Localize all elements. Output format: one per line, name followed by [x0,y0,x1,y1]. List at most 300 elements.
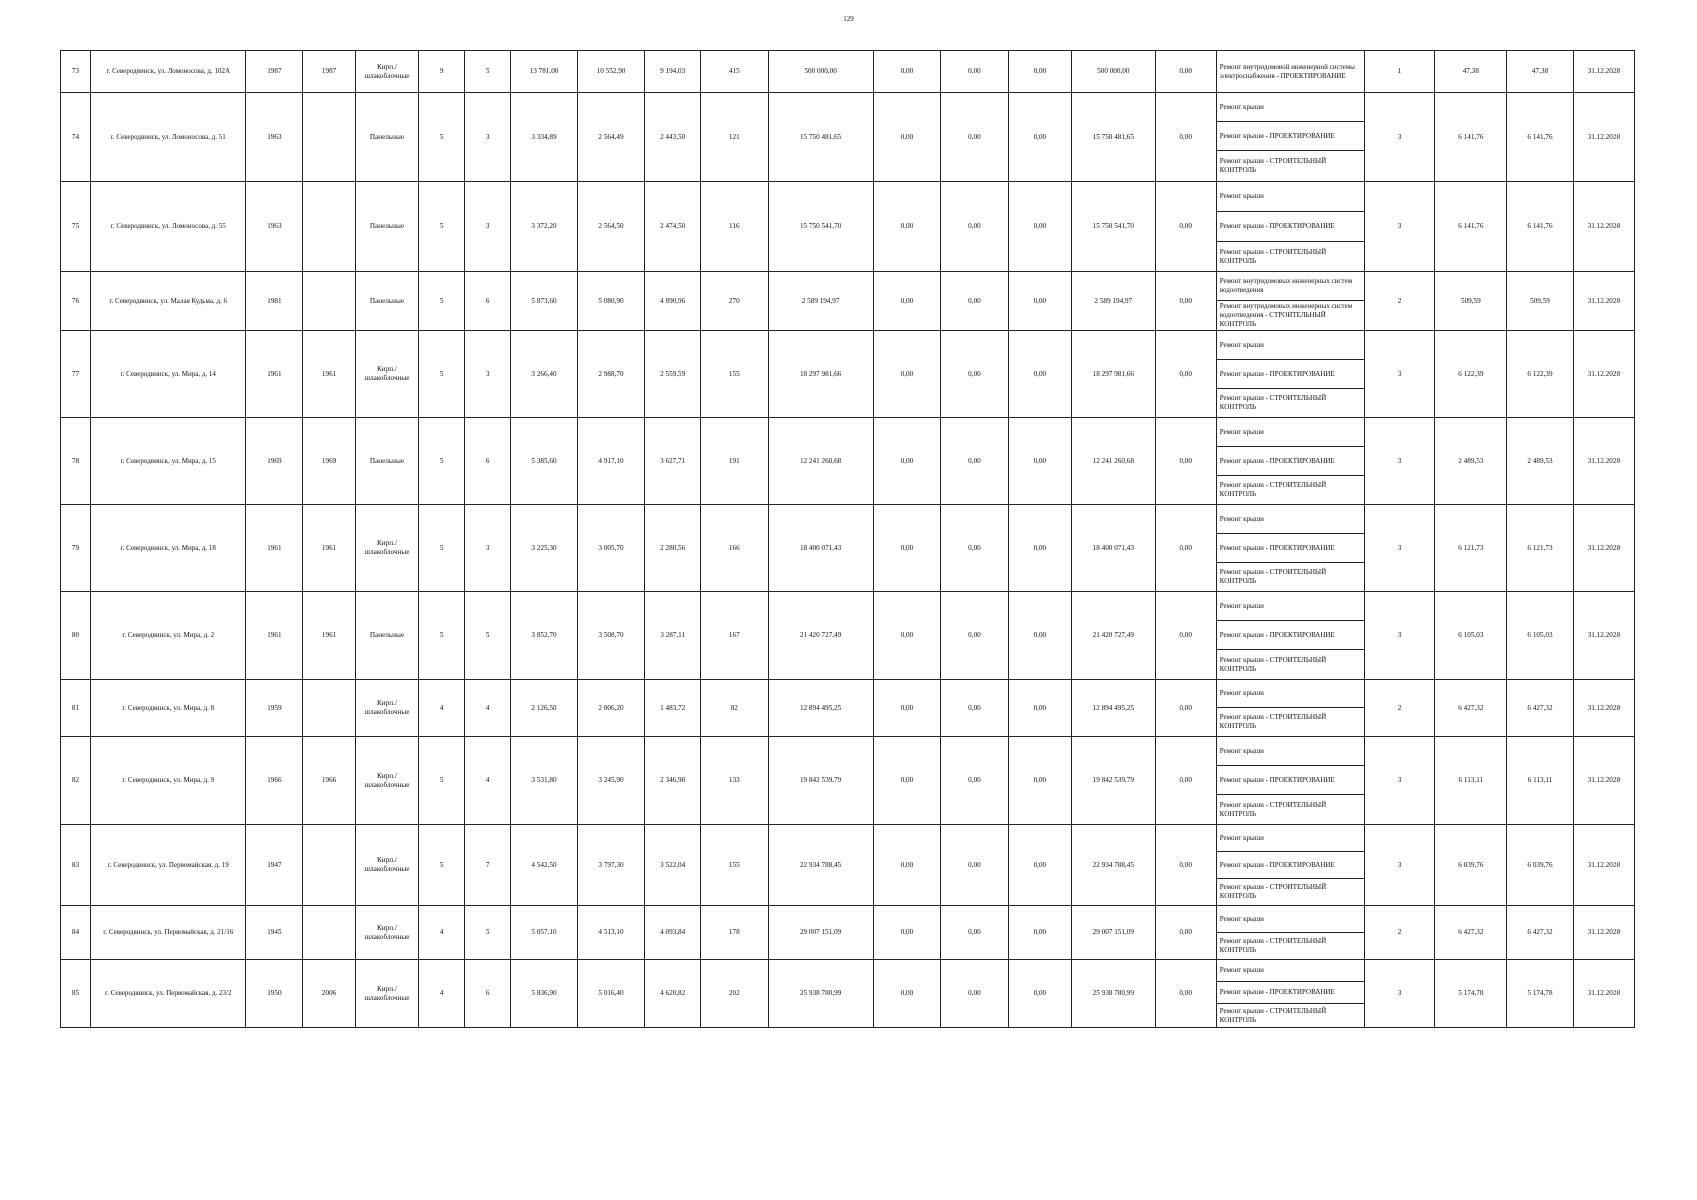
cell-cost-owners: 12 894 495,25 [1071,680,1155,737]
cell-fund-b: 0,00 [941,182,1009,272]
cell-row-number: 74 [61,93,91,182]
cell-work-type: Ремонт крыши - СТРОИТЕЛЬНЫЙ КОНТРОЛЬ [1216,650,1364,680]
cell-year-built: 1961 [246,331,303,418]
cell-other-funds: 0,00 [1155,906,1216,960]
cell-row-number: 73 [61,51,91,93]
cell-area-total: 3 266,40 [511,331,577,418]
cell-fund-b: 0,00 [941,418,1009,505]
cell-address: г. Северодвинск, ул. Мира, д. 14 [91,331,246,418]
cell-work-type: Ремонт крыши - СТРОИТЕЛЬНЫЙ КОНТРОЛЬ [1216,563,1364,592]
cell-work-type: Ремонт крыши [1216,182,1364,212]
cell-year-built: 1966 [246,737,303,825]
cell-floors-count: 4 [419,906,465,960]
cell-area-total: 3 372,20 [511,182,577,272]
cell-fund-a: 0,00 [873,737,941,825]
cell-wall-material: Панельные [355,182,418,272]
cell-cost-owners: 22 934 788,45 [1071,825,1155,906]
table-row [61,906,1635,933]
cell-work-type: Ремонт крыши - СТРОИТЕЛЬНЫЙ КОНТРОЛЬ [1216,879,1364,906]
cell-cost-total: 25 938 780,99 [768,960,873,1028]
cell-year-overhaul [303,906,356,960]
cell-other-funds: 0,00 [1155,592,1216,680]
cell-unit-cost-max: 6 427,32 [1507,906,1573,960]
cell-unit-cost: 6 122,39 [1435,331,1507,418]
cell-deadline: 31.12.2028 [1573,737,1634,825]
cell-entrances-count: 3 [465,331,511,418]
cell-entrances-count: 6 [465,272,511,331]
cell-year-overhaul: 1966 [303,737,356,825]
cell-deadline: 31.12.2028 [1573,960,1634,1028]
cell-deadline: 31.12.2028 [1573,825,1634,906]
cell-fund-c: 0,00 [1008,93,1071,182]
cell-fund-c: 0,00 [1008,825,1071,906]
cell-row-number: 83 [61,825,91,906]
cell-area-premises: 10 552,90 [577,51,645,93]
cell-unit-cost: 6 121,73 [1435,505,1507,592]
cell-area-premises: 5 080,90 [577,272,645,331]
cell-fund-a: 0,00 [873,505,941,592]
cell-other-funds: 0,00 [1155,93,1216,182]
cell-fund-c: 0,00 [1008,272,1071,331]
cell-address: г. Северодвинск, ул. Мира, д. 18 [91,505,246,592]
cell-area-residential: 4 620,82 [645,960,701,1028]
cell-year-built: 1947 [246,825,303,906]
cell-unit-cost-max: 5 174,78 [1507,960,1573,1028]
cell-cost-owners: 2 589 194,97 [1071,272,1155,331]
cell-cost-total: 15 750 481,65 [768,93,873,182]
cell-unit-cost-max: 6 113,11 [1507,737,1573,825]
cell-cost-total: 2 589 194,97 [768,272,873,331]
cell-cost-owners: 21 420 727,49 [1071,592,1155,680]
cell-year-overhaul [303,272,356,331]
cell-residents-count: 191 [701,418,769,505]
cell-deadline: 31.12.2028 [1573,272,1634,331]
cell-year-overhaul: 1987 [303,51,356,93]
cell-area-total: 5 385,60 [511,418,577,505]
cell-work-type: Ремонт крыши - ПРОЕКТИРОВАНИЕ [1216,447,1364,476]
cell-floors-count: 5 [419,331,465,418]
cell-work-type: Ремонт внутридомовой инженерной системы электроснабжения - ПРОЕКТИРОВАНИЕ [1216,51,1364,93]
cell-wall-material: Кирп./ шлакоблочные [355,680,418,737]
cell-work-type: Ремонт крыши - СТРОИТЕЛЬНЫЙ КОНТРОЛЬ [1216,242,1364,272]
cell-area-premises: 3 508,70 [577,592,645,680]
cell-year-overhaul: 2006 [303,960,356,1028]
cell-area-total: 4 542,50 [511,825,577,906]
cell-fund-a: 0,00 [873,182,941,272]
cell-unit-cost: 6 141,76 [1435,182,1507,272]
table-row [61,51,1635,93]
cell-cost-total: 29 007 151,09 [768,906,873,960]
cell-fund-b: 0,00 [941,825,1009,906]
cell-cost-total: 12 894 495,25 [768,680,873,737]
cell-entrances-count: 4 [465,680,511,737]
cell-work-type: Ремонт крыши - ПРОЕКТИРОВАНИЕ [1216,766,1364,795]
cell-year-overhaul [303,825,356,906]
table-body [61,51,1635,1028]
cell-floors-count: 5 [419,505,465,592]
cell-work-type: Ремонт крыши [1216,825,1364,852]
page-number: 129 [843,15,854,23]
cell-cost-total: 18 297 981,66 [768,331,873,418]
cell-address: г. Северодвинск, ул. Первомайская, д. 23/2 [91,960,246,1028]
cell-entrances-count: 6 [465,418,511,505]
cell-work-type: Ремонт крыши - ПРОЕКТИРОВАНИЕ [1216,621,1364,650]
cell-residents-count: 121 [701,93,769,182]
table-row [61,182,1635,212]
cell-year-overhaul: 1969 [303,418,356,505]
cell-residents-count: 202 [701,960,769,1028]
cell-unit-cost: 6 039,76 [1435,825,1507,906]
cell-deadline: 31.12.2028 [1573,331,1634,418]
cell-works-count: 2 [1364,272,1435,331]
cell-area-total: 13 781,00 [511,51,577,93]
cell-year-built: 1945 [246,906,303,960]
cell-area-residential: 2 559,59 [645,331,701,418]
cell-fund-a: 0,00 [873,592,941,680]
cell-cost-owners: 18 297 981,66 [1071,331,1155,418]
cell-deadline: 31.12.2028 [1573,505,1634,592]
table-row [61,331,1635,360]
cell-deadline: 31.12.2028 [1573,51,1634,93]
cell-work-type: Ремонт крыши - СТРОИТЕЛЬНЫЙ КОНТРОЛЬ [1216,151,1364,182]
cell-works-count: 1 [1364,51,1435,93]
cell-fund-a: 0,00 [873,680,941,737]
cell-wall-material: Панельные [355,592,418,680]
cell-wall-material: Панельные [355,93,418,182]
cell-fund-a: 0,00 [873,93,941,182]
cell-area-residential: 9 194,03 [645,51,701,93]
cell-residents-count: 415 [701,51,769,93]
cell-fund-c: 0,00 [1008,960,1071,1028]
table-row [61,825,1635,852]
cell-row-number: 81 [61,680,91,737]
table-row [61,418,1635,447]
cell-unit-cost: 47,38 [1435,51,1507,93]
cell-unit-cost-max: 2 489,53 [1507,418,1573,505]
cell-other-funds: 0,00 [1155,960,1216,1028]
cell-wall-material: Кирп./ шлакоблочные [355,505,418,592]
cell-unit-cost-max: 47,38 [1507,51,1573,93]
cell-fund-c: 0,00 [1008,737,1071,825]
cell-work-type: Ремонт внутридомовых инженерных систем водоотведения [1216,272,1364,301]
cell-other-funds: 0,00 [1155,505,1216,592]
cell-other-funds: 0,00 [1155,737,1216,825]
cell-wall-material: Панельные [355,418,418,505]
cell-entrances-count: 6 [465,960,511,1028]
cell-deadline: 31.12.2028 [1573,93,1634,182]
cell-year-overhaul [303,680,356,737]
cell-area-total: 2 126,50 [511,680,577,737]
cell-fund-b: 0,00 [941,505,1009,592]
cell-cost-owners: 12 241 260,68 [1071,418,1155,505]
cell-work-type: Ремонт крыши - СТРОИТЕЛЬНЫЙ КОНТРОЛЬ [1216,795,1364,825]
cell-works-count: 3 [1364,592,1435,680]
cell-fund-a: 0,00 [873,51,941,93]
cell-works-count: 3 [1364,182,1435,272]
cell-fund-c: 0,00 [1008,906,1071,960]
cell-floors-count: 4 [419,960,465,1028]
cell-unit-cost-max: 6 141,76 [1507,93,1573,182]
cell-address: г. Северодвинск, ул. Ломоносова, д. 55 [91,182,246,272]
table-row [61,93,1635,122]
cell-fund-a: 0,00 [873,906,941,960]
cell-year-built: 1963 [246,93,303,182]
cell-unit-cost: 6 113,11 [1435,737,1507,825]
cell-work-type: Ремонт крыши - СТРОИТЕЛЬНЫЙ КОНТРОЛЬ [1216,1004,1364,1028]
cell-works-count: 3 [1364,505,1435,592]
cell-area-total: 5 057,10 [511,906,577,960]
cell-cost-total: 12 241 260,68 [768,418,873,505]
cell-fund-b: 0,00 [941,592,1009,680]
cell-area-total: 5 836,90 [511,960,577,1028]
cell-row-number: 84 [61,906,91,960]
cell-residents-count: 167 [701,592,769,680]
cell-row-number: 82 [61,737,91,825]
cell-deadline: 31.12.2028 [1573,418,1634,505]
cell-row-number: 79 [61,505,91,592]
cell-year-built: 1981 [246,272,303,331]
cell-year-built: 1950 [246,960,303,1028]
cell-works-count: 3 [1364,93,1435,182]
cell-area-residential: 2 474,50 [645,182,701,272]
cell-area-premises: 3 797,30 [577,825,645,906]
cell-year-overhaul [303,93,356,182]
cell-row-number: 85 [61,960,91,1028]
cell-floors-count: 5 [419,93,465,182]
cell-floors-count: 5 [419,592,465,680]
cell-wall-material: Кирп./ шлакоблочные [355,51,418,93]
cell-fund-c: 0,00 [1008,505,1071,592]
cell-work-type: Ремонт крыши - ПРОЕКТИРОВАНИЕ [1216,852,1364,879]
cell-fund-a: 0,00 [873,825,941,906]
cell-area-residential: 2 280,56 [645,505,701,592]
cell-unit-cost: 6 427,32 [1435,680,1507,737]
cell-year-overhaul: 1961 [303,592,356,680]
cell-fund-a: 0,00 [873,331,941,418]
cell-works-count: 3 [1364,960,1435,1028]
cell-other-funds: 0,00 [1155,418,1216,505]
cell-floors-count: 4 [419,680,465,737]
cell-work-type: Ремонт крыши - СТРОИТЕЛЬНЫЙ КОНТРОЛЬ [1216,933,1364,960]
cell-fund-b: 0,00 [941,960,1009,1028]
cell-work-type: Ремонт крыши [1216,331,1364,360]
cell-entrances-count: 4 [465,737,511,825]
cell-area-premises: 4 513,10 [577,906,645,960]
cell-deadline: 31.12.2028 [1573,182,1634,272]
cell-entrances-count: 5 [465,906,511,960]
cell-cost-owners: 18 400 071,43 [1071,505,1155,592]
table-row [61,505,1635,534]
cell-residents-count: 155 [701,331,769,418]
cell-fund-b: 0,00 [941,680,1009,737]
cell-cost-total: 22 934 788,45 [768,825,873,906]
table-row [61,680,1635,708]
cell-deadline: 31.12.2028 [1573,906,1634,960]
cell-row-number: 77 [61,331,91,418]
cell-other-funds: 0,00 [1155,51,1216,93]
cell-fund-b: 0,00 [941,93,1009,182]
cell-unit-cost: 509,59 [1435,272,1507,331]
cell-area-premises: 2 564,49 [577,93,645,182]
cell-residents-count: 178 [701,906,769,960]
cell-row-number: 76 [61,272,91,331]
cell-residents-count: 166 [701,505,769,592]
cell-entrances-count: 5 [465,51,511,93]
cell-year-built: 1963 [246,182,303,272]
cell-works-count: 3 [1364,418,1435,505]
cell-floors-count: 5 [419,182,465,272]
cell-unit-cost: 2 489,53 [1435,418,1507,505]
cell-other-funds: 0,00 [1155,331,1216,418]
cell-floors-count: 9 [419,51,465,93]
cell-fund-b: 0,00 [941,272,1009,331]
cell-unit-cost-max: 509,59 [1507,272,1573,331]
cell-year-overhaul: 1961 [303,505,356,592]
cell-entrances-count: 3 [465,93,511,182]
cell-fund-c: 0,00 [1008,680,1071,737]
cell-work-type: Ремонт крыши - ПРОЕКТИРОВАНИЕ [1216,982,1364,1004]
cell-area-residential: 3 287,11 [645,592,701,680]
cell-year-built: 1961 [246,505,303,592]
cell-work-type: Ремонт крыши [1216,418,1364,447]
cell-address: г. Северодвинск, ул. Мира, д. 15 [91,418,246,505]
cell-other-funds: 0,00 [1155,825,1216,906]
cell-work-type: Ремонт крыши [1216,592,1364,621]
cell-area-total: 5 873,60 [511,272,577,331]
cell-area-total: 3 334,89 [511,93,577,182]
cell-address: г. Северодвинск, ул. Ломоносова, д. 51 [91,93,246,182]
cell-unit-cost-max: 6 105,03 [1507,592,1573,680]
cell-year-built: 1987 [246,51,303,93]
cell-wall-material: Кирп./ шлакоблочные [355,960,418,1028]
table-row [61,592,1635,621]
cell-area-total: 3 225,30 [511,505,577,592]
cell-fund-b: 0,00 [941,331,1009,418]
cell-work-type: Ремонт крыши [1216,737,1364,766]
cell-fund-c: 0,00 [1008,331,1071,418]
cell-area-residential: 2 443,50 [645,93,701,182]
cell-area-total: 3 852,70 [511,592,577,680]
cell-cost-owners: 19 842 539,79 [1071,737,1155,825]
cell-entrances-count: 3 [465,182,511,272]
cell-fund-c: 0,00 [1008,51,1071,93]
cell-area-premises: 2 564,50 [577,182,645,272]
cell-address: г. Северодвинск, ул. Мира, д. 2 [91,592,246,680]
cell-floors-count: 5 [419,737,465,825]
cell-unit-cost: 5 174,78 [1435,960,1507,1028]
cell-fund-c: 0,00 [1008,418,1071,505]
cell-area-total: 3 531,80 [511,737,577,825]
cell-residents-count: 133 [701,737,769,825]
cell-cost-total: 15 750 541,70 [768,182,873,272]
cell-residents-count: 270 [701,272,769,331]
cell-unit-cost-max: 6 122,39 [1507,331,1573,418]
cell-fund-c: 0,00 [1008,182,1071,272]
cell-work-type: Ремонт крыши - СТРОИТЕЛЬНЫЙ КОНТРОЛЬ [1216,389,1364,418]
cell-wall-material: Кирп./ шлакоблочные [355,906,418,960]
cell-work-type: Ремонт крыши [1216,505,1364,534]
cell-unit-cost-max: 6 427,32 [1507,680,1573,737]
table-row [61,272,1635,301]
cell-unit-cost-max: 6 141,76 [1507,182,1573,272]
cell-fund-b: 0,00 [941,737,1009,825]
cell-wall-material: Панельные [355,272,418,331]
cell-area-residential: 3 627,71 [645,418,701,505]
cell-wall-material: Кирп./ шлакоблочные [355,737,418,825]
cell-year-built: 1969 [246,418,303,505]
cell-unit-cost-max: 6 039,76 [1507,825,1573,906]
cell-address: г. Северодвинск, ул. Мира, д. 9 [91,737,246,825]
table-row [61,960,1635,982]
cell-entrances-count: 3 [465,505,511,592]
cell-row-number: 80 [61,592,91,680]
cell-works-count: 3 [1364,737,1435,825]
cell-wall-material: Кирп./ шлакоблочные [355,331,418,418]
cell-cost-total: 18 400 071,43 [768,505,873,592]
cell-year-overhaul [303,182,356,272]
cell-area-premises: 3 245,90 [577,737,645,825]
cell-cost-total: 500 000,00 [768,51,873,93]
cell-floors-count: 5 [419,272,465,331]
cell-fund-c: 0,00 [1008,592,1071,680]
cell-fund-a: 0,00 [873,960,941,1028]
cell-floors-count: 5 [419,418,465,505]
cell-work-type: Ремонт крыши - ПРОЕКТИРОВАНИЕ [1216,534,1364,563]
cell-work-type: Ремонт крыши - СТРОИТЕЛЬНЫЙ КОНТРОЛЬ [1216,708,1364,737]
cell-cost-total: 19 842 539,79 [768,737,873,825]
cell-floors-count: 5 [419,825,465,906]
cell-work-type: Ремонт крыши [1216,680,1364,708]
cell-residents-count: 155 [701,825,769,906]
cell-work-type: Ремонт крыши - ПРОЕКТИРОВАНИЕ [1216,360,1364,389]
cell-work-type: Ремонт крыши [1216,93,1364,122]
cell-unit-cost: 6 141,76 [1435,93,1507,182]
cell-works-count: 3 [1364,825,1435,906]
cell-address: г. Северодвинск, ул. Первомайская, д. 21/16 [91,906,246,960]
cell-row-number: 78 [61,418,91,505]
cell-entrances-count: 5 [465,592,511,680]
cell-works-count: 2 [1364,680,1435,737]
cell-residents-count: 116 [701,182,769,272]
cell-work-type: Ремонт крыши - ПРОЕКТИРОВАНИЕ [1216,122,1364,151]
cell-entrances-count: 7 [465,825,511,906]
cell-row-number: 75 [61,182,91,272]
cell-year-built: 1961 [246,592,303,680]
cell-area-premises: 3 005,70 [577,505,645,592]
cell-area-premises: 4 917,10 [577,418,645,505]
cell-unit-cost: 6 427,32 [1435,906,1507,960]
cell-residents-count: 82 [701,680,769,737]
cell-cost-owners: 15 750 481,65 [1071,93,1155,182]
cell-area-premises: 2 006,20 [577,680,645,737]
cell-cost-owners: 25 938 780,99 [1071,960,1155,1028]
cell-area-residential: 2 346,90 [645,737,701,825]
cell-cost-owners: 15 750 541,70 [1071,182,1155,272]
cell-area-residential: 4 093,84 [645,906,701,960]
cell-area-residential: 3 522,04 [645,825,701,906]
cell-deadline: 31.12.2028 [1573,680,1634,737]
cell-fund-b: 0,00 [941,906,1009,960]
cell-area-residential: 4 890,96 [645,272,701,331]
cell-area-premises: 2 988,70 [577,331,645,418]
cell-unit-cost: 6 105,03 [1435,592,1507,680]
cell-other-funds: 0,00 [1155,680,1216,737]
cell-area-residential: 1 483,72 [645,680,701,737]
cell-address: г. Северодвинск, ул. Мира, д. 8 [91,680,246,737]
cell-wall-material: Кирп./ шлакоблочные [355,825,418,906]
program-table [60,50,1635,1028]
cell-cost-total: 21 420 727,49 [768,592,873,680]
